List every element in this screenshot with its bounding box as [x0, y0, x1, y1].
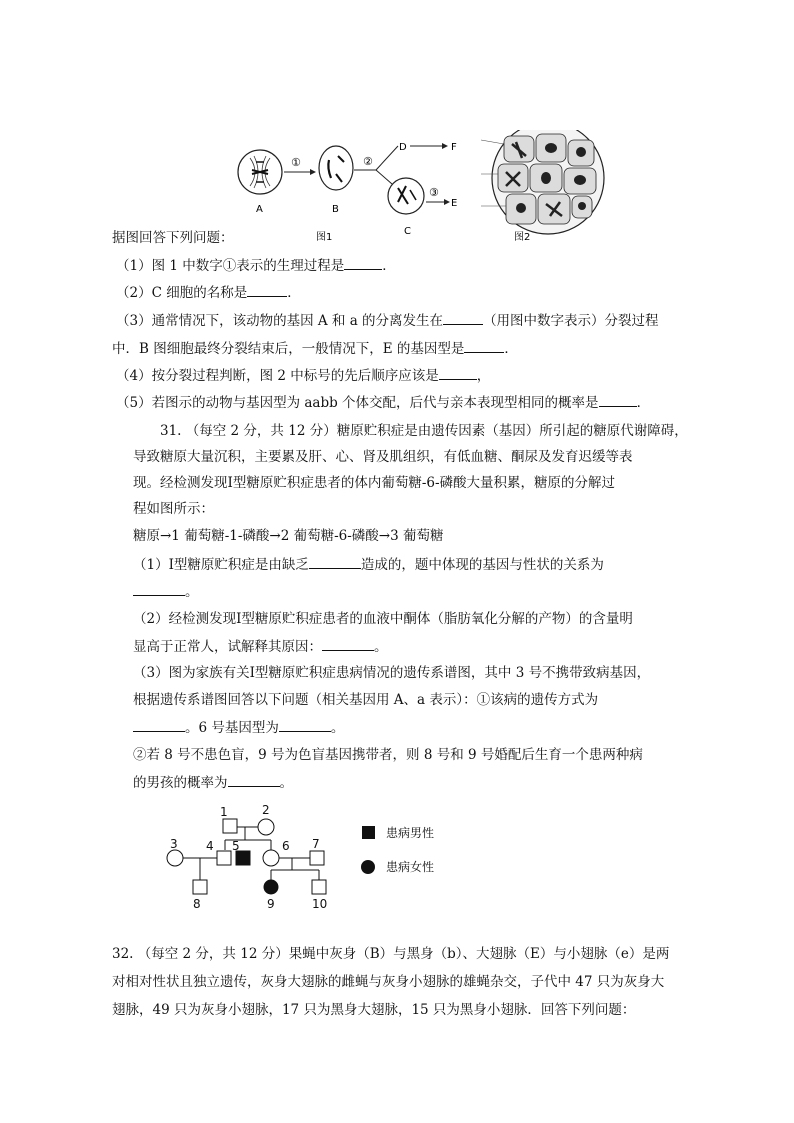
step-3-label: ③: [429, 186, 439, 199]
pedigree-label-10: 10: [312, 897, 328, 911]
q31-part3-answers: [133, 717, 344, 738]
q30-part3-text-a: （3）通常情况下，该动物的基因 A 和 a 的分离发生在: [116, 313, 444, 329]
q30-part4-text: （4）按分裂过程判断，图 2 中标号的先后顺序应该是: [116, 368, 439, 384]
answer-blank[interactable]: [439, 365, 477, 380]
punct: ．: [504, 341, 518, 357]
answer-blank[interactable]: [344, 255, 382, 270]
cell-label-a: A: [256, 204, 263, 215]
cell-label-f: F: [451, 142, 457, 153]
answer-blank[interactable]: [133, 581, 185, 596]
step-1-label: ①: [291, 156, 301, 169]
q31-part3-q2: ②若 8 号不患色盲，9 号为色盲基因携带者，则 8 号和 9 号婚配后生育一个患两种病: [133, 747, 643, 763]
answer-blank[interactable]: [443, 310, 483, 325]
pedigree-label-4: 4: [206, 839, 214, 853]
pedigree-chart: [160, 800, 460, 912]
punct: ．: [287, 285, 301, 301]
q30-part3-text-b: （用图中数字表示）分裂过程: [483, 313, 659, 329]
q31-line1: 31. （每空 2 分，共 12 分）糖原贮积症是由遗传因素（基因）所引起的糖原代谢障碍，: [160, 423, 688, 439]
q32-line2: 对相对性状且独立遗传，灰身大翅脉的雌蝇与灰身小翅脉的雄蝇杂交，子代中 47 只为灰身大: [112, 974, 665, 990]
answer-blank[interactable]: [464, 338, 504, 353]
q31-part3-cont: 根据遗传系谱图回答以下问题（相关基因用 A、a 表示）：①该病的遗传方式为: [133, 692, 599, 708]
punct: ，: [476, 368, 491, 384]
figure-2-micrograph: [476, 130, 606, 244]
individual-10-male: [312, 880, 326, 894]
q31-part3-q2-text: 的男孩的概率为: [133, 775, 228, 791]
individual-7-male: [310, 851, 324, 865]
figure-1-meiosis-diagram: [230, 132, 490, 244]
pedigree-label-3: 3: [170, 837, 178, 851]
cell-a-icon: [238, 150, 282, 194]
individual-8-male: [193, 880, 207, 894]
pedigree-label-7: 7: [312, 837, 320, 851]
punct: ．: [636, 395, 651, 411]
pedigree-label-2: 2: [262, 803, 270, 817]
answer-blank[interactable]: [279, 717, 331, 732]
q31-line2: 导致糖原大量沉积，主要累及肝、心、肾及肌组织，有低血糖、酮尿及发育迟缓等表: [133, 449, 633, 465]
answer-blank[interactable]: [133, 717, 185, 732]
individual-5-affected-male: [236, 851, 250, 865]
cell-label-b: B: [332, 204, 339, 215]
step-2-label: ②: [363, 155, 373, 168]
q31-part1: [133, 554, 604, 575]
pedigree-label-6: 6: [282, 839, 290, 853]
cell-label-d: D: [399, 142, 407, 153]
individual-4-male: [217, 851, 231, 865]
q30-part3-text-c: 中．B 图细胞最终分裂结束后，一般情况下，E 的基因型是: [112, 341, 465, 357]
pedigree-label-5: 5: [232, 839, 240, 853]
q30-part5-text: （5）若图示的动物与基因型为 aabb 个体交配，后代与亲本表现型相同的概率是: [116, 395, 599, 411]
q31-part2: （2）经检测发现Ⅰ型糖原贮积症患者的血液中酮体（脂肪氧化分解的产物）的含量明: [133, 611, 633, 627]
q32-line3: 翅脉，49 只为灰身小翅脉，17 只为黑身大翅脉，15 只为黑身小翅脉．回答下列问题：: [112, 1002, 636, 1018]
q30-part3: [116, 310, 659, 331]
q31-part2-cont: [133, 636, 388, 657]
cell-b-icon: [319, 146, 353, 190]
pedigree-label-8: 8: [193, 897, 201, 911]
q30-part2: [116, 282, 301, 303]
pedigree-label-9: 9: [267, 897, 275, 911]
legend-affected-female-label: 患病女性: [386, 860, 435, 874]
cell-c-icon: [388, 178, 424, 214]
q30-part5: [116, 392, 650, 413]
answer-blank[interactable]: [599, 392, 637, 407]
punct: 。: [330, 720, 345, 736]
q30-part2-text: （2）C 细胞的名称是: [116, 285, 248, 301]
individual-2-female: [258, 819, 274, 835]
individual-6-female: [263, 850, 279, 866]
punct: ．: [382, 258, 396, 274]
q31-part1-cont: [133, 581, 199, 602]
cell-label-c: C: [404, 226, 411, 237]
answer-blank[interactable]: [247, 282, 287, 297]
q30-part1-text: （1）图 1 中数字①表示的生理过程是: [116, 258, 345, 274]
individual-3-female: [167, 850, 183, 866]
pedigree-label-1: 1: [220, 805, 228, 819]
punct: 。: [374, 639, 388, 655]
figure-1-caption: 图1: [316, 232, 333, 243]
individual-1-male: [223, 819, 237, 833]
q30-part3-cont: [112, 338, 518, 359]
q31-part2-text: 显高于正常人，试解释其原因：: [133, 639, 322, 655]
q31-part3-text-b: 。6 号基因型为: [185, 720, 279, 736]
answer-blank[interactable]: [322, 636, 374, 651]
q31-part3-q2-cont: [133, 772, 293, 793]
cell-label-e: E: [451, 198, 458, 209]
punct: 。: [279, 775, 293, 791]
answer-blank[interactable]: [228, 772, 280, 787]
q30-part4: [116, 365, 490, 386]
q31-part3: （3）图为家族有关Ⅰ型糖原贮积症患病情况的遗传系谱图，其中 3 号不携带致病基因，: [133, 665, 651, 681]
individual-9-affected-female: [264, 880, 278, 894]
q31-pathway: 糖原→1 葡萄糖-1-磷酸→2 葡萄糖-6-磷酸→3 葡萄糖: [133, 528, 444, 544]
q30-intro: 据图回答下列问题：: [112, 230, 234, 246]
q31-part1-text-a: （1）Ⅰ型糖原贮积症是由缺乏: [133, 557, 309, 573]
answer-blank[interactable]: [309, 554, 361, 569]
punct: 。: [185, 584, 199, 600]
q31-part1-text-b: 造成的，题中体现的基因与性状的关系为: [360, 557, 604, 573]
q31-line3: 现。经检测发现Ⅰ型糖原贮积症患者的体内葡萄糖-6-磷酸大量积累，糖原的分解过: [133, 475, 616, 491]
legend-affected-male-label: 患病男性: [386, 826, 435, 840]
legend-affected-female-icon: [361, 860, 375, 874]
q30-part1: [116, 255, 396, 276]
q32-line1: 32. （每空 2 分，共 12 分）果蝇中灰身（B）与黑身（b）、大翅脉（E）与小翅脉（e）是两: [112, 946, 670, 962]
q31-line4: 程如图所示：: [133, 501, 214, 517]
legend-affected-male-icon: [362, 826, 375, 839]
figure-2-caption: 图2: [514, 232, 531, 243]
